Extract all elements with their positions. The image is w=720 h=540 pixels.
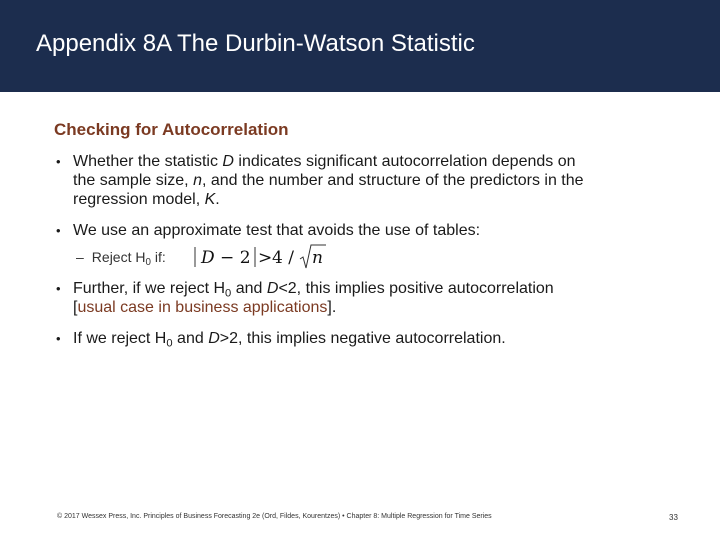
text-run: , and the number and structure of the predictors in the: [201, 172, 584, 189]
bullet-marker: •: [56, 154, 61, 169]
dash-marker: –: [76, 249, 84, 265]
bullet-text: [73, 279, 554, 317]
bullet-marker: •: [56, 281, 61, 296]
variable: K: [204, 191, 216, 208]
bullet-text: [73, 329, 506, 348]
text-run: regression model,: [73, 191, 205, 208]
formula-var: D: [201, 248, 215, 268]
text-run: and: [231, 280, 267, 297]
slide-title: Appendix 8A The Durbin-Watson Statistic: [36, 30, 475, 57]
text-run: if:: [150, 249, 166, 265]
text-run: the sample size,: [73, 172, 194, 189]
text-run: If we reject H: [73, 330, 167, 347]
bullet-line: [73, 279, 554, 298]
subscript: 0: [145, 256, 151, 268]
bullet-text: We use an approximate test that avoids the use of tables:: [73, 222, 481, 239]
subscript: 0: [225, 287, 232, 300]
text-run: <2, this implies positive autocorrelation: [278, 280, 554, 297]
bullet-marker: •: [56, 223, 61, 238]
bullet-line: [73, 298, 554, 317]
bullet-marker: •: [56, 331, 61, 346]
text-run: .: [215, 191, 220, 208]
variable: D: [266, 280, 279, 297]
bullet-line: [73, 190, 584, 209]
subscript: 0: [166, 337, 173, 350]
text-run: ].: [327, 299, 337, 316]
variable: D: [222, 153, 234, 170]
text-run: Further, if we reject H: [73, 280, 226, 297]
bullet-line: [73, 171, 584, 190]
formula-radicand: n: [312, 248, 323, 268]
text-run: and: [172, 330, 209, 347]
page-number: 33: [669, 513, 678, 522]
formula-image: [192, 243, 332, 273]
formula-rhs-num: 4 /: [272, 248, 294, 268]
highlighted-text: usual case in business applications: [77, 299, 328, 316]
footer-citation: © 2017 Wessex Press, Inc. Principles of Business Forecasting 2e (Ord, Fildes, Kourentzes) • Chapter 8: Multiple Regression for Time Series: [57, 513, 492, 520]
text-run: Whether the statistic: [73, 153, 223, 170]
bullet-text: [73, 152, 584, 209]
text-run: indicates significant autocorrelation depends on: [233, 153, 576, 170]
formula-lhs: D − 2: [201, 248, 251, 268]
text-run: Reject H: [91, 249, 146, 265]
header-bar: [0, 0, 720, 92]
section-heading: Checking for Autocorrelation: [54, 120, 289, 139]
sub-bullet: [76, 249, 166, 268]
bullet-line: [73, 152, 584, 171]
text-run: >2, this implies negative autocorrelation.: [219, 330, 506, 347]
variable: D: [208, 330, 220, 347]
text-run: [: [73, 299, 78, 316]
variable: n: [193, 172, 202, 189]
formula-gt: >: [258, 248, 273, 268]
